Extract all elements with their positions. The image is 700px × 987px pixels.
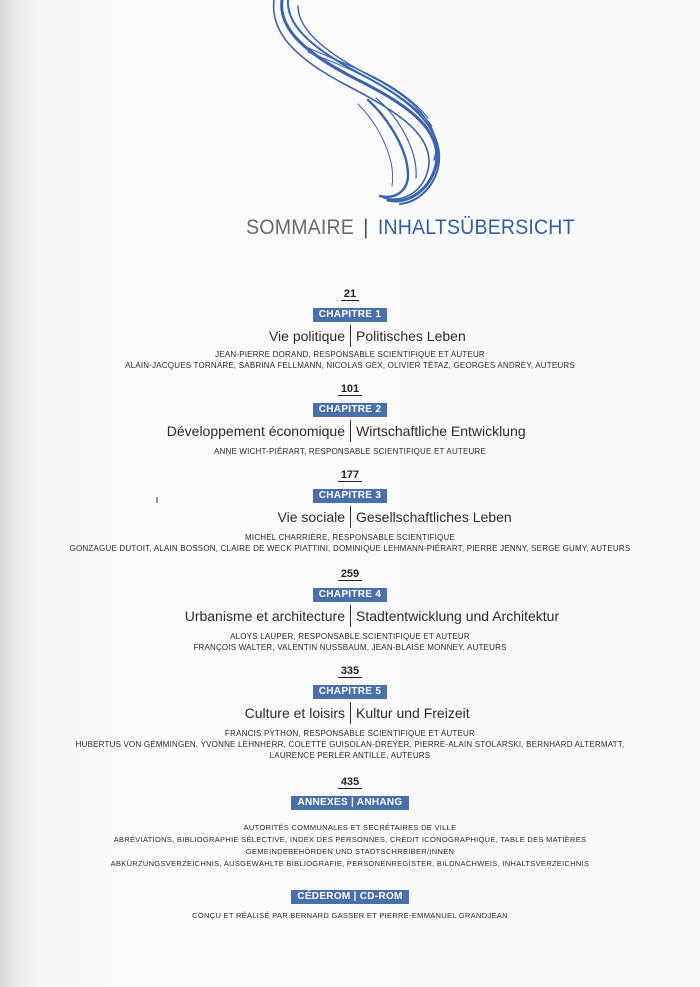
heading-fr: Urbanisme et architecture (184, 608, 345, 624)
chapter-2 (0, 379, 700, 457)
title-de: INHALTSÜBERSICHT (377, 216, 575, 239)
heading-fr: Vie politique (268, 328, 345, 344)
page-number: 335 (338, 665, 362, 678)
credit-line: GONZAGUE DUTOIT, ALAIN BOSSON, CLAIRE DE WECK PIATTINI, DOMINIQUE LEHMANN-PIÉRART, PIERRE JENNY, SERGE GUMY, AUTEURS (69, 544, 631, 553)
chapter-headings (0, 605, 700, 627)
title-fr: SOMMAIRE (246, 216, 354, 239)
heading-fr: Développement économique (166, 423, 345, 439)
credit-line: JEAN-PIERRE DORAND, RESPONSABLE SCIENTIFIQUE ET AUTEUR (215, 350, 485, 359)
annex-line: ABKÜRZUNGSVERZEICHNIS, AUSGEWÄHLTE BIBLIOGRAFIE, PERSONENREGISTER, BILDNACHWEIS, INHALTSVERZEICHNIS (110, 859, 590, 868)
page-number: 435 (338, 776, 362, 789)
heading-fr: Culture et loisirs (244, 705, 345, 721)
scan-mark (156, 497, 158, 503)
chapter-badge: CHAPITRE 5 (313, 685, 387, 699)
chapter-badge: CHAPITRE 1 (313, 308, 387, 322)
page-number: 259 (338, 568, 362, 581)
chapter-headings (0, 325, 700, 347)
chapter-headings (0, 420, 700, 442)
annexes-section (0, 772, 700, 870)
credit-line: LAURENCE PERLER ANTILLE, AUTEURS (269, 751, 431, 760)
credit-line: ALAIN-JACQUES TORNARE, SABRINA FELLMANN, NICOLAS GEX, OLIVIER TÉTAZ, GEORGES ANDREY, AUTEURS (125, 361, 575, 370)
annex-line: ABRÉVIATIONS, BIBLIOGRAPHIE SÉLECTIVE, INDEX DES PERSONNES, CRÉDIT ICONOGRAPHIQUE, TABLE DES MATIÈRES (113, 835, 587, 844)
title-separator: | (363, 216, 369, 239)
heading-de: Wirtschaftliche Entwicklung (356, 423, 526, 439)
credit-line: FRANCIS PYTHON, RESPONSABLE SCIENTIFIQUE ET AUTEUR (225, 729, 475, 738)
chapter-badge: CHAPITRE 3 (313, 489, 387, 503)
heading-de: Gesellschaftliches Leben (356, 509, 512, 525)
heading-fr: Vie sociale (277, 509, 345, 525)
heading-de: Stadtentwicklung und Architektur (356, 608, 560, 624)
credit-line: HUBERTUS VON GEMMINGEN, YVONNE LEHNHERR, COLETTE GUISOLAN-DREYER, PIERRE-ALAIN STOLARSKI, BERNHARD ALTERMATT, (75, 740, 625, 749)
cdrom-credit: CONÇU ET RÉALISÉ PAR BERNARD GASSER ET PIERRE-EMMANUEL GRANDJEAN (192, 911, 508, 920)
credit-line: MICHEL CHARRIÈRE, RESPONSABLE SCIENTIFIQUE (245, 533, 455, 542)
credit-line: FRANÇOIS WALTER, VALENTIN NUSSBAUM, JEAN-BLAISE MONNEY, AUTEURS (193, 643, 507, 652)
heading-de: Kultur und Freizeit (356, 705, 470, 721)
page-number: 101 (338, 383, 362, 396)
chapter-badge: CHAPITRE 2 (313, 403, 387, 417)
chapter-headings (0, 506, 700, 528)
annexes-badge: ANNEXES | ANHANG (291, 796, 408, 810)
chapter-headings (0, 702, 700, 724)
credit-line: ANNE WICHT-PIÉRART, RESPONSABLE SCIENTIFIQUE ET AUTEURE (213, 447, 487, 456)
chapter-3 (0, 465, 700, 554)
chapter-4 (0, 564, 700, 653)
page-number: 177 (338, 469, 362, 482)
page-number: 21 (341, 288, 359, 301)
cdrom-badge: CÉDEROM | CD-ROM (291, 890, 408, 904)
wave-logo-icon (268, 0, 448, 210)
cdrom-section (0, 884, 700, 922)
heading-de: Politisches Leben (356, 328, 466, 344)
chapter-1 (0, 284, 700, 371)
annex-line: AUTORITÉS COMMUNALES ET SECRÉTAIRES DE VILLE (243, 823, 457, 832)
chapter-5 (0, 661, 700, 761)
page-title (25, 216, 676, 240)
credit-line: ALOYS LAUPER, RESPONSABLE SCIENTIFIQUE ET AUTEUR (230, 632, 470, 641)
chapter-badge: CHAPITRE 4 (313, 588, 387, 602)
annex-line: GEMEINDEBEHÖRDEN UND STADTSCHREIBER/INNEN (245, 847, 455, 856)
